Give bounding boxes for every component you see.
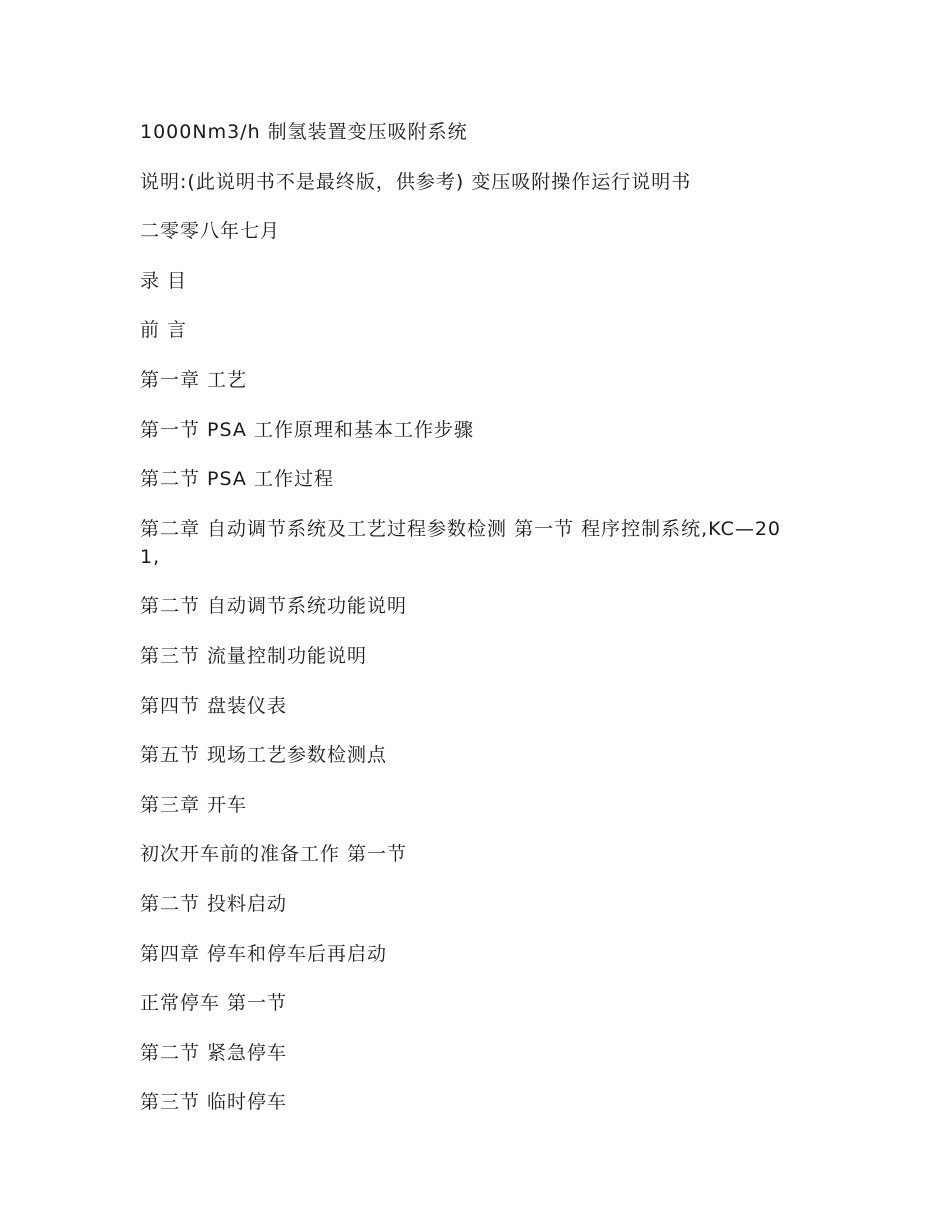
toc-entry: 第一节 PSA 工作原理和基本工作步骤 (140, 418, 474, 441)
toc-entry: 第四节 盘装仪表 (140, 694, 288, 717)
document-subtitle: 说明:(此说明书不是最终版，供参考) 变压吸附操作运行说明书 (140, 170, 692, 193)
toc-entry: 第五节 现场工艺参数检测点 (140, 744, 388, 767)
toc-entry: 第三节 临时停车 (140, 1091, 288, 1114)
toc-entry: 第二节 PSA 工作过程 (140, 468, 334, 491)
toc-entry: 第一章 工艺 (140, 368, 248, 391)
toc-entry: 初次开车前的准备工作 第一节 (140, 843, 408, 866)
toc-entry: 第二节 紧急停车 (140, 1041, 288, 1064)
document-date: 二零零八年七月 (140, 220, 281, 243)
toc-entry: 第二节 投料启动 (140, 892, 288, 915)
document-title: 1000Nm3/h 制氢装置变压吸附系统 (140, 121, 468, 143)
toc-entry: 正常停车 第一节 (140, 992, 288, 1015)
toc-entry: 第三节 流量控制功能说明 (140, 644, 368, 667)
document-body (140, 118, 800, 1138)
toc-entry: 前 言 (140, 319, 188, 342)
toc-entry: 第二节 自动调节系统功能说明 (140, 595, 408, 618)
toc-entry: 第二章 自动调节系统及工艺过程参数检测 第一节 程序控制系统,KC—201, (140, 517, 782, 568)
toc-entry: 第四章 停车和停车后再启动 (140, 942, 388, 965)
toc-entry: 第三章 开车 (140, 793, 248, 816)
toc-heading: 录 目 (140, 269, 188, 292)
